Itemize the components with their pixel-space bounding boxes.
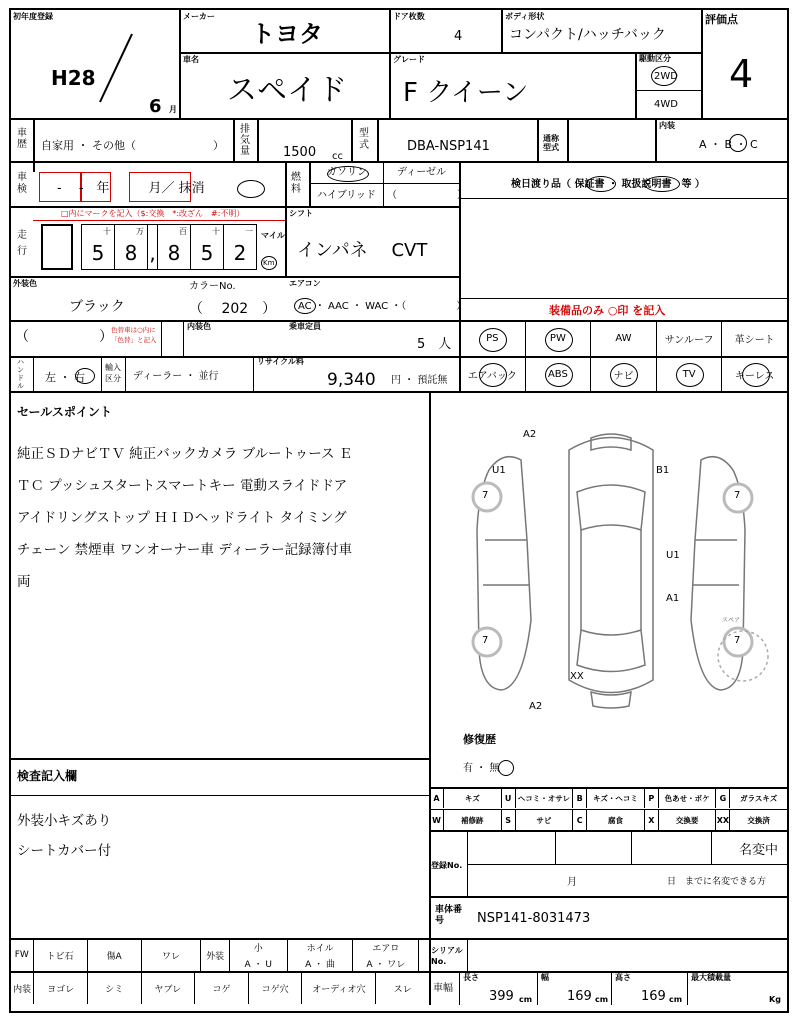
legend-desc: ヘコミ・オサレ xyxy=(516,788,574,808)
odometer-unit: 十 xyxy=(212,227,220,236)
interior-cell: スレ xyxy=(393,984,412,995)
text-line: 両 xyxy=(17,574,31,590)
sales-points xyxy=(17,438,427,598)
text-line: チェーン 禁煙車 ワンオーナー車 ディーラー記録簿付車 xyxy=(17,542,353,558)
length-value: 399 xyxy=(489,989,514,1004)
load-unit: Kg xyxy=(769,995,781,1004)
legend-code: G xyxy=(716,788,730,808)
legend-code: A xyxy=(430,788,444,808)
legend-desc: 色あせ・ボケ xyxy=(659,788,717,808)
aircon-value: AC ・ AAC ・ WAC ・（ ） xyxy=(298,301,467,312)
interior-label: 内装 xyxy=(659,121,675,130)
equip-header: 装備品のみ ○印 を記入 xyxy=(549,304,666,317)
inspection-label: 車検 xyxy=(17,172,27,195)
name-change: 名変中 xyxy=(739,843,779,858)
type-code: DBA-NSP141 xyxy=(407,139,490,154)
odometer-digit-value: 8 xyxy=(124,241,138,265)
recycle-suffix: 円 ・ 預託無 xyxy=(391,375,448,386)
equip-circle xyxy=(742,363,770,387)
recycle-label: リサイクル料 xyxy=(257,357,304,366)
aircon-label: エアコン xyxy=(289,279,321,288)
fw-cell-label: 外装 xyxy=(206,951,225,962)
displacement-value: 1500 xyxy=(283,145,317,160)
fw-cell-sub: A ・ U xyxy=(244,959,273,970)
interior-grade: A ・ B ・ C xyxy=(699,138,758,151)
chassis-value: NSP141-8031473 xyxy=(477,911,591,926)
legend-row-2 xyxy=(430,810,787,830)
mark-rear-bumper: A2 xyxy=(529,701,543,712)
sales-label: セールスポイント xyxy=(17,405,112,419)
odometer-digit xyxy=(115,225,148,269)
mileage-note: □内にマークを記入（$:交換 *:改ざん #:不明） xyxy=(61,209,245,218)
interior-cell: 内装 xyxy=(11,972,34,1004)
fw-row xyxy=(11,939,429,971)
fw-cell xyxy=(353,939,419,971)
fw-cell xyxy=(201,939,229,971)
odometer-digit-value: 8 xyxy=(167,241,181,265)
equip-1: PS xyxy=(460,321,526,356)
fw-cell-sub: A ・ 曲 xyxy=(305,959,336,970)
handle-value: 左 ・ 右 xyxy=(45,371,85,384)
mark-left-front: U1 xyxy=(492,465,506,476)
shift-label: シフト xyxy=(289,209,313,218)
score-value: 4 xyxy=(729,52,754,96)
model-label: 車名 xyxy=(183,55,199,64)
equip-5: 革シート xyxy=(734,335,775,346)
equip-circle xyxy=(479,363,507,387)
mileage-km: Km xyxy=(263,259,275,267)
legend-code: P xyxy=(645,788,659,808)
interior-color-label: 内装色 xyxy=(187,322,211,331)
body-type-value: コンパクト/ハッチバック xyxy=(509,27,666,43)
equip-circle xyxy=(545,328,573,352)
fw-cell xyxy=(230,939,288,971)
drive-label: 駆動区分 xyxy=(639,54,671,63)
interior-cell: ヨゴレ xyxy=(34,972,88,1004)
height-unit: cm xyxy=(669,995,683,1004)
registration-month: 月 xyxy=(567,877,577,888)
legend-code: B xyxy=(573,788,587,808)
chassis-label: 車体番号 xyxy=(435,905,463,926)
text-line: アイドリングストップ ＨＩＤヘッドライト タイミング xyxy=(17,510,347,526)
text-line: 外装小キズあり xyxy=(17,813,112,829)
equip-2: ABS xyxy=(526,357,592,391)
fw-cell xyxy=(88,939,142,971)
legend-desc: 交換要 xyxy=(659,810,717,830)
color-no-label: カラーNo. xyxy=(189,281,236,292)
color-value: ブラック xyxy=(69,299,125,315)
color-change-note: 色替車は○内に「色替」と記入 xyxy=(111,326,157,344)
fw-cell-label: FW xyxy=(14,950,29,960)
inspection-value: - - 年 月／ 抹消 xyxy=(57,181,205,196)
odometer-unit: 百 xyxy=(179,227,187,236)
legend-code: W xyxy=(430,810,444,830)
first-reg-month: 6 xyxy=(149,96,162,117)
doors-value: 4 xyxy=(454,29,463,44)
score-label: 評価点 xyxy=(705,13,738,26)
legend-row-1 xyxy=(430,788,787,808)
registration-label: 登録No. xyxy=(431,861,463,870)
text-line: 純正ＳＤナビＴＶ 純正バックカメラ ブルートゥース Ｅ xyxy=(17,446,353,462)
equip-5: キーレス xyxy=(722,357,787,391)
width-unit: cm xyxy=(595,995,609,1004)
equip-4: サンルーフ xyxy=(657,321,723,356)
fuel-diesel: ディーゼル xyxy=(397,167,446,178)
interior-cell: コゲ xyxy=(195,972,249,1004)
tire-lr: 7 xyxy=(482,635,489,646)
fw-cell-label: トビ石 xyxy=(46,951,74,962)
mark-rear: XX xyxy=(570,671,584,682)
legend-desc: 腐食 xyxy=(587,810,645,830)
legend-code: U xyxy=(502,788,516,808)
drive-4wd: 4WD xyxy=(654,99,678,110)
slash-divider xyxy=(96,32,136,104)
displacement-unit: cc xyxy=(332,151,343,162)
handle-label: ハンドル xyxy=(17,358,24,390)
fw-cell xyxy=(288,939,354,971)
load-label: 最大積載量 xyxy=(691,973,731,982)
fw-cell-label: エアロ xyxy=(372,943,400,954)
mark-right-door: U1 xyxy=(666,550,680,561)
legend-desc: 交換済 xyxy=(747,815,770,825)
tire-rf: 7 xyxy=(734,490,741,501)
legend-desc: ガラスキズ xyxy=(740,793,778,803)
mileage-unit-label: マイル xyxy=(261,231,285,240)
maker-value: トヨタ xyxy=(251,20,323,48)
interior-row xyxy=(11,972,429,1004)
equip-circle xyxy=(676,363,704,387)
fuel-gas: ガソリン xyxy=(327,167,367,178)
color-change-paren: （ ） xyxy=(15,329,113,345)
odometer-unit: 十 xyxy=(103,227,111,236)
mark-front: A2 xyxy=(523,429,537,440)
tire-rr: 7 xyxy=(734,635,741,646)
mark-right-rear: A1 xyxy=(666,593,680,604)
model-value: スペイド xyxy=(227,73,347,108)
odometer-digit-value: 5 xyxy=(91,241,105,265)
type-label: 型式 xyxy=(359,128,369,151)
displacement-label: 排気量 xyxy=(240,124,250,157)
height-value: 169 xyxy=(641,989,666,1004)
odometer-digit-value: 5 xyxy=(200,241,214,265)
width-value: 169 xyxy=(567,989,592,1004)
equip-row-2 xyxy=(460,357,787,391)
legend-desc: サビ xyxy=(516,810,574,830)
equip-2: PW xyxy=(526,321,592,356)
legend-desc: 補修跡 xyxy=(444,810,502,830)
mileage-label: 走行 xyxy=(17,230,27,257)
auction-sheet xyxy=(9,8,789,1013)
spare-label: スペア xyxy=(722,617,741,624)
color-label: 外装色 xyxy=(13,279,37,288)
fw-cell-label: 傷A xyxy=(106,951,122,962)
history-label: 車歴 xyxy=(17,128,27,150)
odometer-digit xyxy=(148,225,158,269)
equip-row-1 xyxy=(460,321,787,356)
mileage-lead-box xyxy=(41,224,73,270)
interior-cell: シミ xyxy=(88,972,142,1004)
size-label: 車幅 xyxy=(433,983,453,994)
width-label: 幅 xyxy=(541,973,549,982)
fw-row-end xyxy=(419,939,429,971)
month-unit: 月 xyxy=(169,105,177,114)
color-no-value: （ 202 ） xyxy=(189,301,277,317)
history-value: 自家用 ・ その他（ ） xyxy=(41,139,224,152)
legend-desc: キズ・ヘコミ xyxy=(587,788,645,808)
odometer xyxy=(81,224,257,270)
shift-value: インパネ CVT xyxy=(297,240,428,261)
odometer-digit xyxy=(82,225,115,269)
text-line: ＴＣ プッシュスタートスマートキー 電動スライドドア xyxy=(17,478,348,494)
import-value: ディーラー ・ 並行 xyxy=(133,371,219,382)
common-type-label: 通称型式 xyxy=(543,134,559,152)
grade-value: F クイーン xyxy=(403,78,529,108)
tire-lf: 7 xyxy=(482,490,489,501)
legend-code: C xyxy=(573,810,587,830)
recycle-value: 9,340 xyxy=(327,370,376,390)
capacity-value: 5 人 xyxy=(417,337,452,352)
fw-cell-sub: A ・ ワレ xyxy=(366,959,406,970)
inspect-label: 検査記入欄 xyxy=(17,769,78,783)
drive-2wd: 2WD xyxy=(654,71,678,82)
odometer-digit-value: , xyxy=(149,241,156,265)
odometer-digit xyxy=(158,225,191,269)
odometer-unit: 一 xyxy=(245,227,253,236)
cancel-circle xyxy=(237,180,265,198)
import-label: 輸入区分 xyxy=(105,363,121,383)
grade-label: グレード xyxy=(393,55,425,64)
legend-desc: キズ xyxy=(444,788,502,808)
equip-circle xyxy=(545,363,573,387)
equip-3: ナビ xyxy=(591,357,657,391)
mark-right-front: B1 xyxy=(656,465,670,476)
doors-label: ドア枚数 xyxy=(393,12,425,21)
fw-cell-label: ワレ xyxy=(161,951,180,962)
equip-4: TV xyxy=(657,357,723,391)
odometer-unit: 万 xyxy=(136,227,144,236)
fw-cell-label: 小 xyxy=(253,943,263,954)
first-reg-label: 初年度登録 xyxy=(13,12,53,21)
maker-label: メーカー xyxy=(183,12,215,21)
fuel-other: （ ） xyxy=(387,190,467,201)
docs-text: 検日渡り品（ 保証書 ・ 取扱説明書 等 ） xyxy=(511,179,705,190)
repair-none-circle xyxy=(498,760,514,776)
fuel-label: 燃料 xyxy=(291,172,301,195)
interior-cell: オーディオ穴 xyxy=(302,972,376,1004)
odometer-digit xyxy=(191,225,224,269)
length-unit: cm xyxy=(519,995,533,1004)
equip-3: AW xyxy=(591,321,657,356)
interior-cell: ヤブレ xyxy=(142,972,196,1004)
repair-label: 修復歴 xyxy=(463,733,496,746)
fuel-hybrid: ハイブリッド xyxy=(317,190,376,201)
equip-circle xyxy=(610,363,638,387)
repair-value: 有 ・ 無 xyxy=(463,763,500,774)
text-line: シートカバー付 xyxy=(17,843,112,859)
first-reg-year: H28 xyxy=(51,66,96,90)
serial-label: シリアルNo. xyxy=(431,946,463,966)
fw-cell xyxy=(11,939,34,971)
legend-code: XX xyxy=(716,810,730,830)
legend-code: X xyxy=(645,810,659,830)
fw-cell-label: ホイル xyxy=(306,943,334,954)
odometer-digit-value: 2 xyxy=(233,241,247,265)
odometer-digit xyxy=(224,225,256,269)
inspect-notes xyxy=(17,806,417,866)
equip-circle xyxy=(479,328,507,352)
fw-cell xyxy=(142,939,202,971)
body-type-label: ボディ形状 xyxy=(505,12,545,21)
equip-1: エアバック xyxy=(460,357,526,391)
registration-day-text: 日 までに名変できる方 xyxy=(667,877,767,887)
fw-cell xyxy=(34,939,88,971)
height-label: 高さ xyxy=(615,973,631,982)
length-label: 長さ xyxy=(463,973,479,982)
interior-cell: コゲ穴 xyxy=(249,972,303,1004)
legend-code: S xyxy=(502,810,516,830)
capacity-label: 乗車定員 xyxy=(289,322,321,331)
